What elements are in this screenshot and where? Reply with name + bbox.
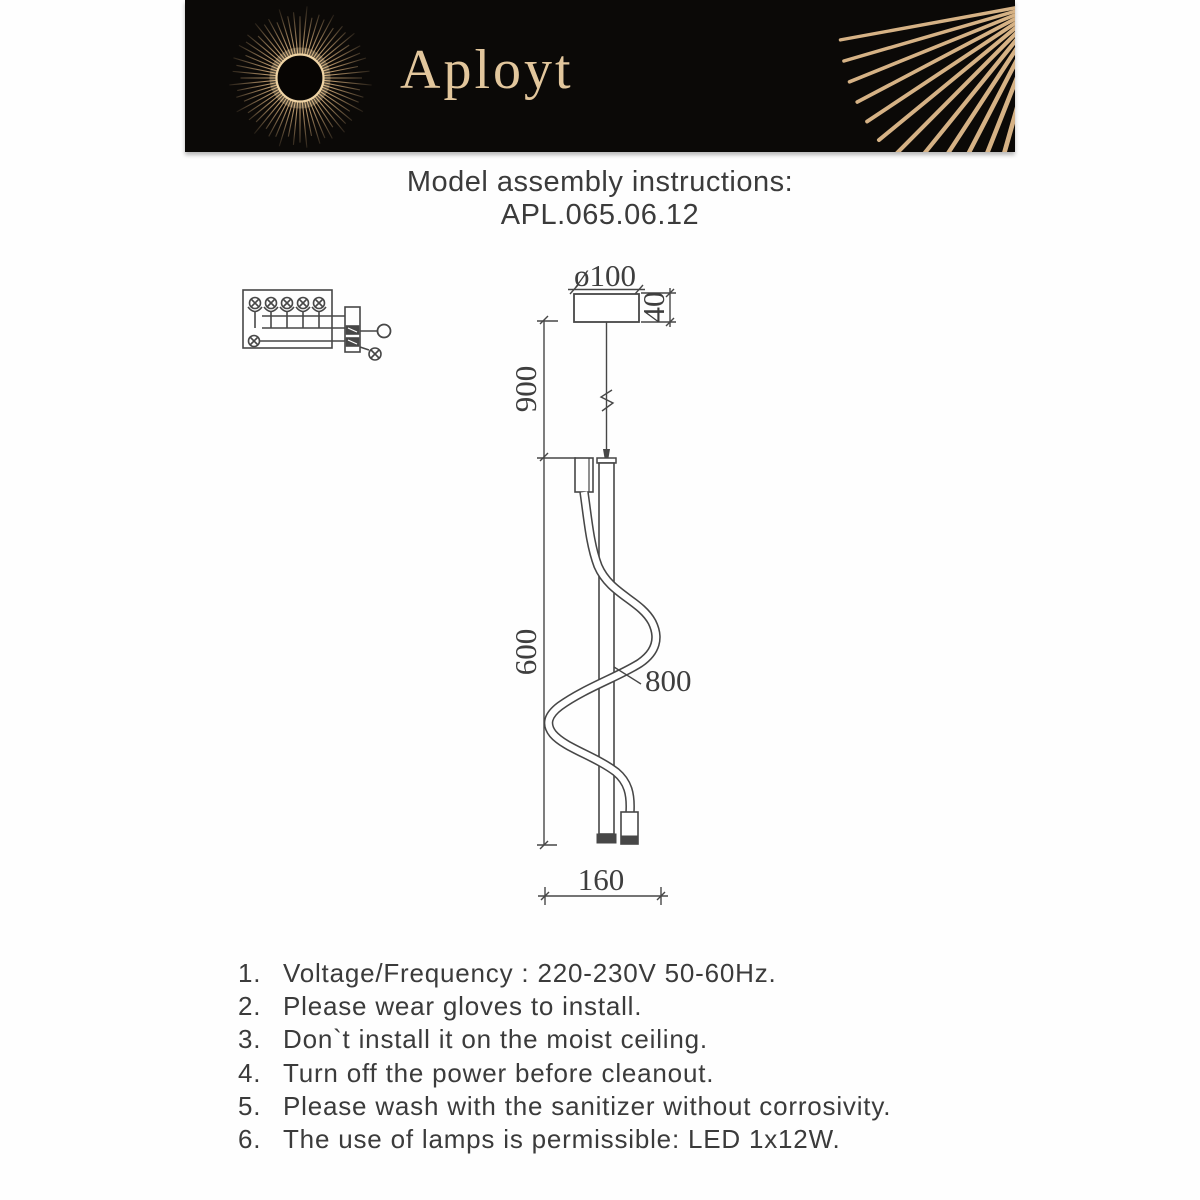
item-number: 5. [238,1090,262,1121]
wiring-diagram [243,290,391,360]
dim-width-label: 160 [577,862,625,897]
item-text: Don`t install it on the moist ceiling. [283,1024,708,1055]
instruction-item [238,990,891,1023]
item-text: Please wear gloves to install. [283,991,643,1022]
instruction-item [238,957,891,990]
item-text: Please wash with the sanitizer without corrosivity. [283,1090,892,1121]
item-text: Turn off the power before cleanout. [283,1057,715,1088]
item-number: 4. [238,1057,262,1088]
dim-body-height-label: 600 [508,628,543,676]
item-text: The use of lamps is permissible: LED 1x12W. [283,1124,841,1155]
dim-canopy-height-label: 40 [636,291,671,323]
dim-spiral-label: 800 [645,663,692,698]
instruction-item [238,1123,891,1156]
item-text: Voltage/Frequency : 220-230V 50-60Hz. [283,958,777,988]
item-number: 2. [238,991,262,1022]
dim-suspension-label: 900 [508,365,543,413]
instructions-list [238,957,891,1156]
brand-name: Aployt [400,39,574,101]
item-number: 1. [238,958,262,988]
instruction-item [238,1090,891,1123]
instruction-item [238,1023,891,1056]
item-number: 6. [238,1124,262,1155]
pendant-lamp-drawing [549,294,656,844]
item-number: 3. [238,1024,262,1055]
model-number: APL.065.06.12 [500,199,700,231]
dim-diameter-label: ø100 [574,258,636,293]
instruction-item [238,1057,891,1090]
page-title: Model assembly instructions: [406,166,794,198]
